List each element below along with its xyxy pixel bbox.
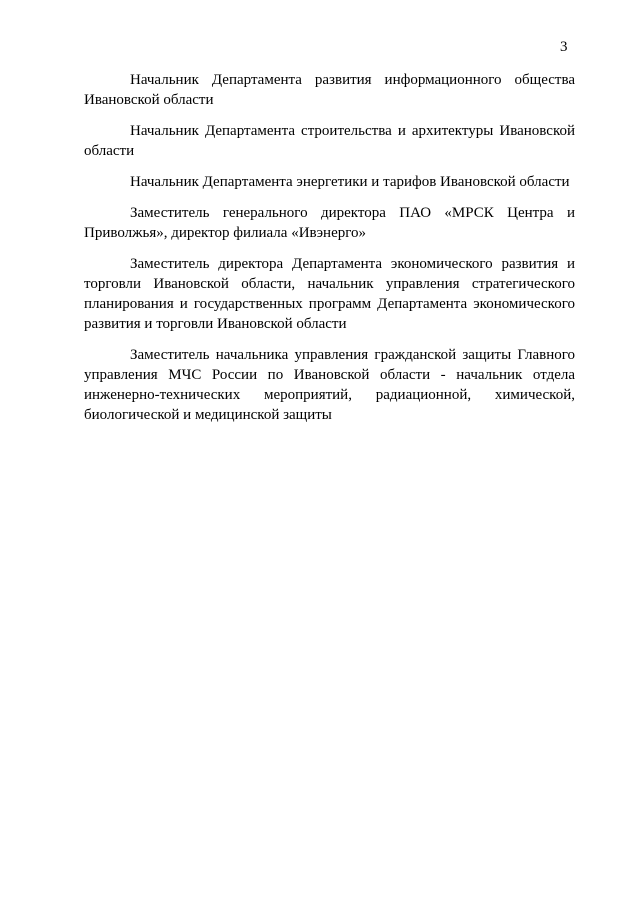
text-line: Заместитель директора Департамента экономического развития и [130,256,575,272]
text-line: области [84,143,135,159]
text-line: планирования и государственных программ Департамента экономического [84,296,575,312]
list-item [84,254,575,334]
text-line: управления МЧС России по Ивановской области - начальник отдела [84,367,575,383]
list-item [84,203,575,243]
document-body [84,70,575,436]
text-line: развития и торговли Ивановской области [84,316,347,332]
text-line: Начальник Департамента развития информационного общества [130,72,575,88]
text-line: Начальник Департамента энергетики и тарифов Ивановской области [130,174,570,190]
text-line: Заместитель генерального директора ПАО «МРСК Центра и [130,205,575,221]
list-item [84,121,575,161]
text-line: биологической и медицинской защиты [84,407,332,423]
text-line: торговли Ивановской области, начальник управления стратегического [84,276,575,292]
page-number: 3 [560,39,568,55]
text-line: инженерно-технических мероприятий, радиационной, химической, [84,387,575,403]
text-line: Начальник Департамента строительства и архитектуры Ивановской [130,123,575,139]
text-line: Ивановской области [84,92,214,108]
text-line: Приволжья», директор филиала «Ивэнерго» [84,225,367,241]
text-line: Заместитель начальника управления гражданской защиты Главного [130,347,575,363]
list-item [84,172,575,192]
list-item [84,345,575,425]
list-item [84,70,575,110]
